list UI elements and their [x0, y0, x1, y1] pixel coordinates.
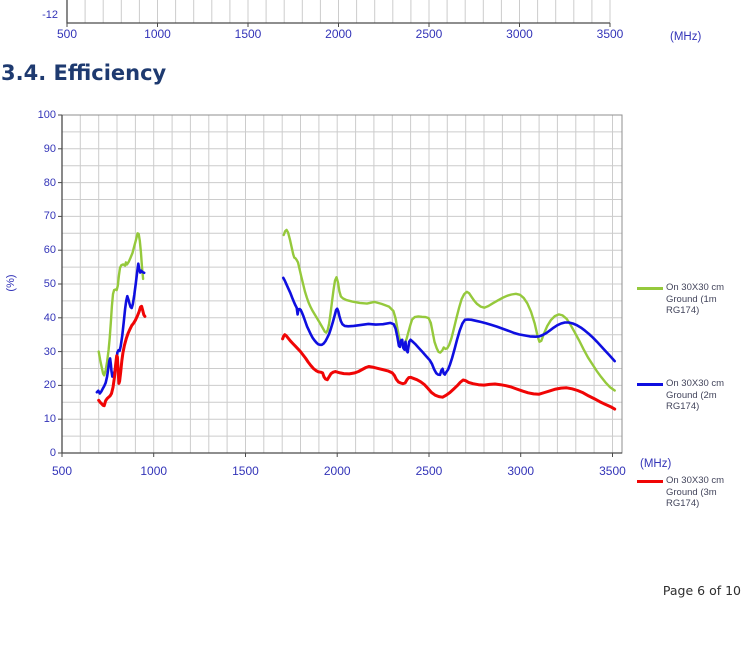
- y-tick-label: 30: [43, 345, 56, 358]
- y-tick-label: 20: [43, 379, 56, 392]
- page-number: Page 6 of 10: [662, 583, 741, 598]
- y-tick-label: 80: [43, 176, 56, 189]
- efficiency-chart: [0, 100, 750, 509]
- return-loss-chart-fragment: [0, 0, 750, 55]
- y-tick-label: -12: [42, 9, 58, 21]
- legend-label: On 30X30 cm Ground (1m RG174): [666, 282, 725, 316]
- legend-line-swatch-blue: [637, 383, 663, 386]
- y-tick-label: 50: [43, 278, 56, 290]
- x-tick-label: 3500: [599, 464, 626, 478]
- x-tick-label: 1000: [140, 464, 168, 478]
- section-heading: 3.4. Efficiency: [1, 61, 167, 85]
- y-tick-label: 0: [49, 447, 56, 459]
- x-tick-label: 1500: [234, 27, 262, 41]
- x-tick-label: 500: [56, 27, 78, 41]
- legend-label: On 30X30 cm Ground (2m RG174): [666, 378, 725, 412]
- x-tick-label: 1500: [232, 464, 259, 478]
- y-tick-label: 70: [43, 210, 56, 223]
- x-tick-label: 2500: [415, 27, 443, 41]
- x-tick-label: 2500: [415, 464, 443, 478]
- x-tick-label: 3500: [596, 27, 624, 41]
- efficiency-plot-area: [0, 100, 750, 500]
- x-tick-label: 2000: [323, 464, 351, 478]
- x-axis-unit-label: (MHz): [640, 458, 672, 470]
- legend-label: On 30X30 cm Ground (3m RG174): [666, 475, 725, 509]
- legend-line-swatch-green: [637, 287, 663, 290]
- x-tick-label: 3000: [506, 27, 533, 41]
- y-axis-label: (%): [5, 274, 17, 292]
- legend-line-swatch-red: [637, 480, 663, 483]
- y-tick-label: 40: [43, 311, 56, 324]
- x-tick-label: 500: [51, 464, 73, 478]
- y-tick-label: 10: [43, 413, 56, 426]
- x-tick-label: 1000: [144, 27, 171, 41]
- return-loss-grid: [0, 0, 750, 28]
- x-axis-unit-label: (MHz): [670, 31, 702, 43]
- y-tick-label: 90: [43, 142, 56, 155]
- y-tick-label: 100: [37, 109, 56, 121]
- x-tick-label: 3000: [507, 464, 535, 478]
- y-tick-label: 60: [43, 244, 56, 257]
- x-tick-label: 2000: [325, 27, 352, 41]
